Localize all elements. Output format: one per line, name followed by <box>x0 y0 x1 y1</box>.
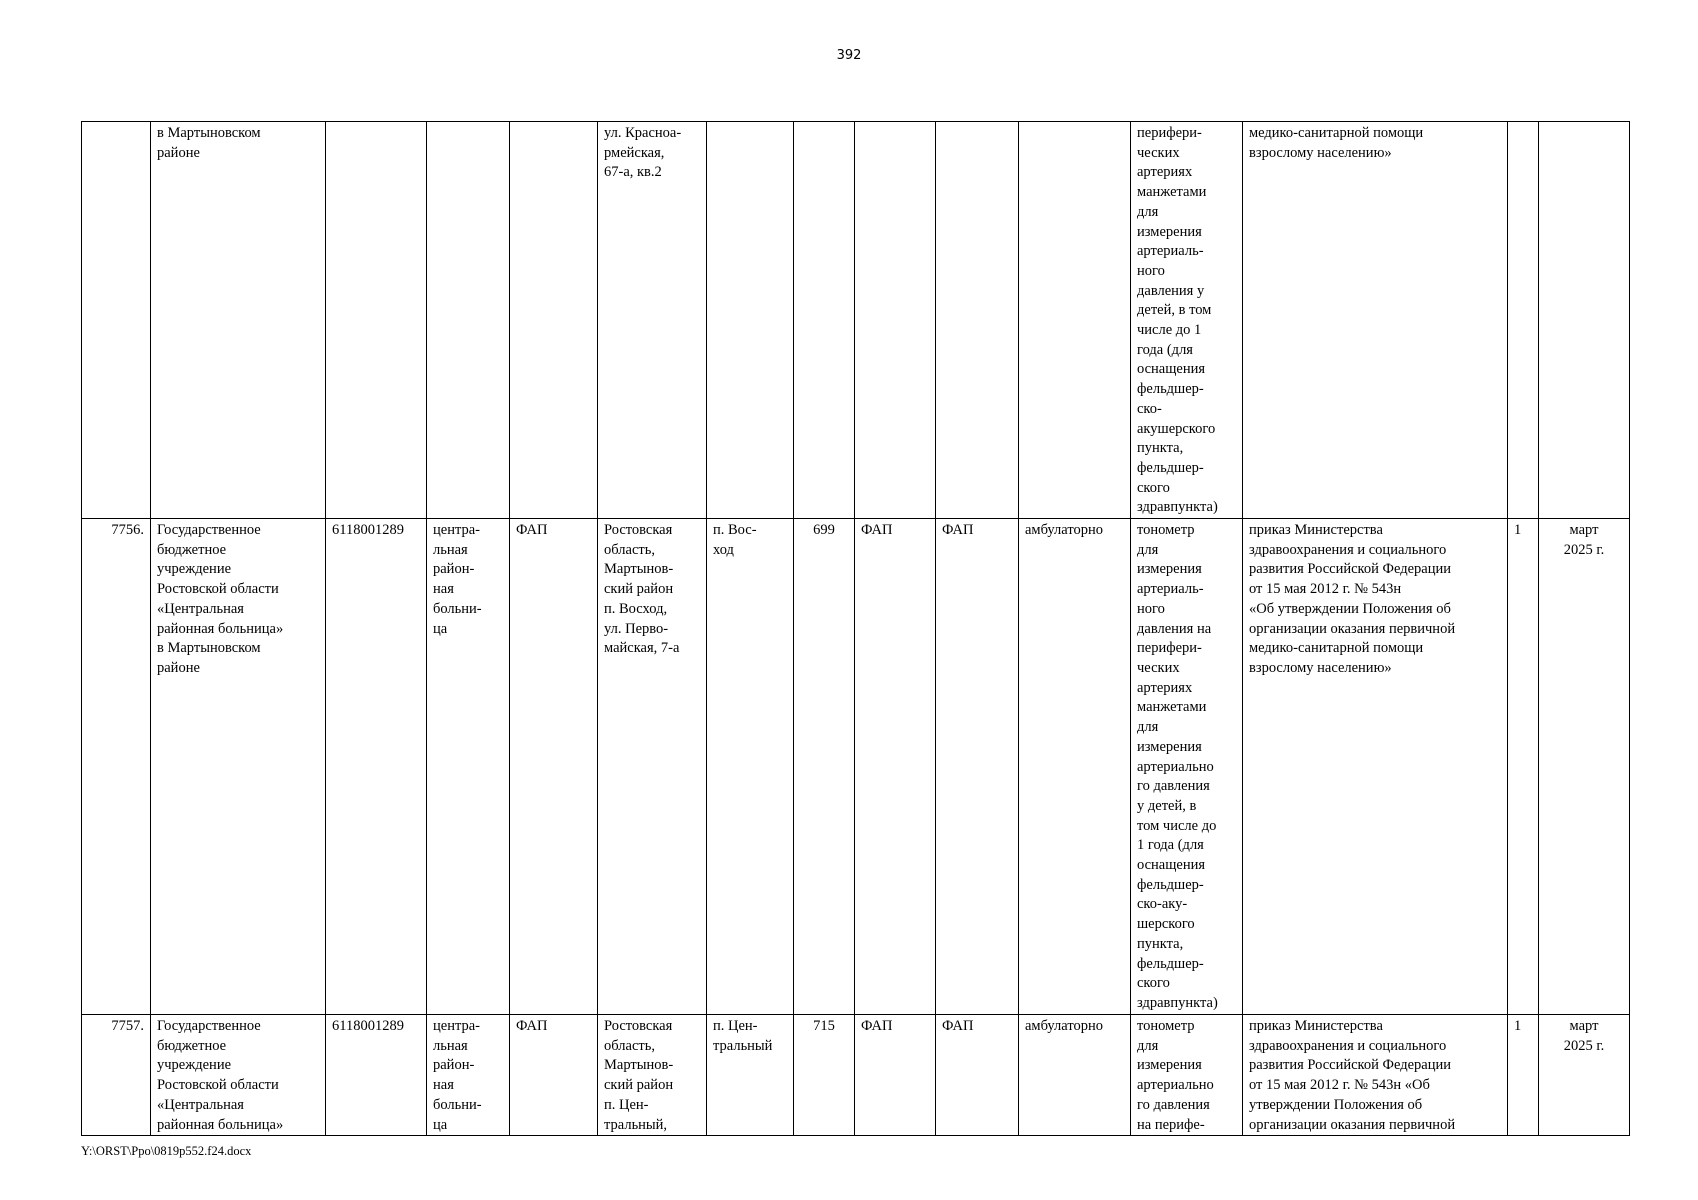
quantity-cell: 1 <box>1508 1015 1539 1136</box>
inn-cell <box>326 122 427 519</box>
organization-cell: Государственное бюджетное учреждение Ростовской области «Центральная районная больница» в Мартыновском районе <box>151 519 326 1015</box>
settlement-cell: п. Цен- тральный <box>707 1015 794 1136</box>
address-cell: Ростовская область, Мартынов- ский район п. Восход, ул. Перво- майская, 7-а <box>598 519 707 1015</box>
table-row <box>82 519 1630 1015</box>
facility-type-cell <box>427 122 510 519</box>
unit-cell <box>855 122 936 519</box>
facility-type-cell: центра- льная район- ная больни- ца <box>427 519 510 1015</box>
care-form-cell: амбулаторно <box>1019 519 1131 1015</box>
deadline-cell <box>1539 122 1630 519</box>
organization-cell: в Мартыновском районе <box>151 122 326 519</box>
equipment-cell: тонометр для измерения артериаль- ного давления на перифери- ческих артериях манжетами для измерения артериально го давления у детей, в том числе до 1 года (для оснащения фельдшер- ско-аку- шерского пункта, фельдшер- ского здравпункта) <box>1131 519 1243 1015</box>
regulation-cell: медико-санитарной помощи взрослому населению» <box>1243 122 1508 519</box>
quantity-cell <box>1508 122 1539 519</box>
row-number-cell <box>82 122 151 519</box>
facility-type-cell: центра- льная район- ная больни- ца <box>427 1015 510 1136</box>
file-path-footer: Y:\ORST\Ppo\0819p552.f24.docx <box>81 1144 252 1158</box>
row-number-cell: 7756. <box>82 519 151 1015</box>
table-row <box>82 122 1630 519</box>
page-number: 392 <box>836 48 862 63</box>
unit-type-cell: ФАП <box>510 1015 598 1136</box>
deadline-cell: март 2025 г. <box>1539 1015 1630 1136</box>
deadline-cell: март 2025 г. <box>1539 519 1630 1015</box>
inn-cell: 6118001289 <box>326 519 427 1015</box>
address-cell: ул. Красноа- рмейская, 67-а, кв.2 <box>598 122 707 519</box>
population-cell: 715 <box>794 1015 855 1136</box>
subdivision-cell: ФАП <box>936 1015 1019 1136</box>
equipment-cell: тонометр для измерения артериально го давления на перифе- <box>1131 1015 1243 1136</box>
inn-cell: 6118001289 <box>326 1015 427 1136</box>
organization-cell: Государственное бюджетное учреждение Ростовской области «Центральная районная больница» <box>151 1015 326 1136</box>
subdivision-cell <box>936 122 1019 519</box>
address-cell: Ростовская область, Мартынов- ский район п. Цен- тральный, <box>598 1015 707 1136</box>
registry-table <box>81 121 1630 1136</box>
subdivision-cell: ФАП <box>936 519 1019 1015</box>
unit-cell: ФАП <box>855 519 936 1015</box>
settlement-cell <box>707 122 794 519</box>
table-row <box>82 1015 1630 1136</box>
care-form-cell: амбулаторно <box>1019 1015 1131 1136</box>
regulation-cell: приказ Министерства здравоохранения и социального развития Российской Федерации от 15 мая 2012 г. № 543н «Об утверждении Положения об организации оказания первичной медико-санитарной помощи взрослому населению» <box>1243 519 1508 1015</box>
population-cell <box>794 122 855 519</box>
unit-cell: ФАП <box>855 1015 936 1136</box>
equipment-cell: перифери- ческих артериях манжетами для измерения артериаль- ного давления у детей, в том числе до 1 года (для оснащения фельдшер- ско- акушерского пункта, фельдшер- ского здравпункта) <box>1131 122 1243 519</box>
unit-type-cell: ФАП <box>510 519 598 1015</box>
population-cell: 699 <box>794 519 855 1015</box>
row-number-cell: 7757. <box>82 1015 151 1136</box>
settlement-cell: п. Вос- ход <box>707 519 794 1015</box>
regulation-cell: приказ Министерства здравоохранения и социального развития Российской Федерации от 15 мая 2012 г. № 543н «Об утверждении Положения об организации оказания первичной <box>1243 1015 1508 1136</box>
quantity-cell: 1 <box>1508 519 1539 1015</box>
unit-type-cell <box>510 122 598 519</box>
care-form-cell <box>1019 122 1131 519</box>
